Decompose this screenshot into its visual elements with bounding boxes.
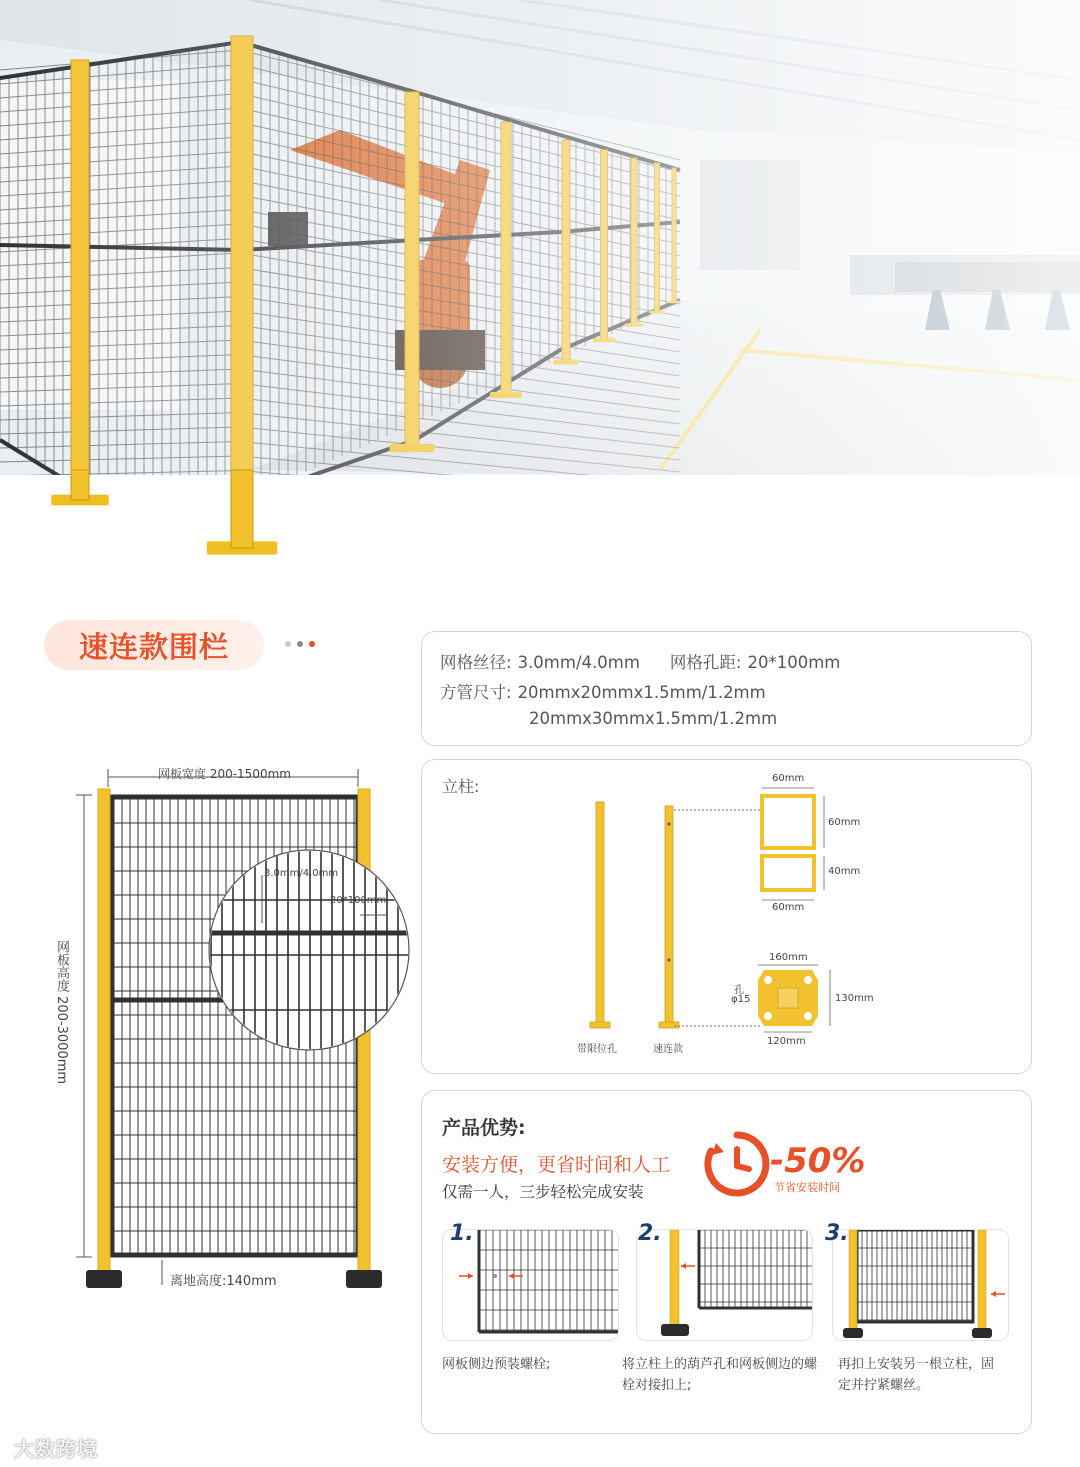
clock-icon: [702, 1129, 772, 1199]
base-bottom-dim: 120mm: [767, 1036, 806, 1047]
advantages-card: [421, 1090, 1032, 1434]
spec-row-1: [440, 650, 1013, 676]
carousel-dots: [285, 641, 315, 647]
square-right-dim: 60mm: [828, 817, 861, 828]
spec-row-2: [440, 680, 1013, 706]
posts-heading: 立柱:: [442, 777, 480, 796]
step-1-number: 1.: [450, 1221, 474, 1246]
post-a-label: 带限位孔: [577, 1044, 617, 1055]
post-b-label: 速连款: [653, 1044, 683, 1055]
rect-bottom-dim: 60mm: [772, 902, 805, 913]
advantages-subline: 仅需一人，三步轻松完成安装: [442, 1183, 644, 1201]
hole-size: φ15: [731, 994, 751, 1005]
dot-2: [297, 641, 303, 647]
step-2-text: 将立柱上的葫芦孔和网板侧边的螺栓对接扣上;: [622, 1357, 818, 1393]
hero-photo: [0, 0, 1080, 560]
wire-callout: 3.0mm/4.0mm: [264, 868, 339, 879]
hole-label: 孔: [734, 985, 744, 996]
wire-diameter-label: 网格丝径:: [440, 653, 512, 672]
panel-height-label: 网板高度 200-3000mm: [54, 940, 69, 1085]
advantages-headline: 安装方便，更省时间和人工: [442, 1154, 671, 1176]
mesh-pitch-label: 网格孔距:: [669, 653, 742, 672]
product-title-pill: [44, 620, 264, 670]
base-right-dim: 130mm: [835, 993, 874, 1004]
panel-width-label: 网板宽度 200-1500mm: [158, 767, 291, 781]
step-3-image: [832, 1229, 1009, 1341]
spec-row-3: [440, 706, 1013, 732]
ground-height-label: 离地高度:140mm: [170, 1274, 277, 1289]
square-top-dim: 60mm: [772, 773, 805, 784]
dot-1: [285, 641, 291, 647]
pitch-callout: 20*100mm: [330, 895, 387, 906]
tube-value-1: 20mmx20mmx1.5mm/1.2mm: [517, 683, 766, 702]
dot-3-active: [309, 641, 315, 647]
step-3-text: 再扣上安装另一根立柱，固定并拧紧螺丝。: [838, 1357, 995, 1393]
step-2-image: [636, 1229, 813, 1341]
base-top-dim: 160mm: [769, 952, 808, 963]
product-title: 速连款围栏: [78, 629, 229, 664]
step-3-number: 3.: [825, 1221, 849, 1246]
tube-label: 方管尺寸:: [440, 683, 512, 702]
spec-card: [421, 631, 1032, 746]
wire-diameter-value: 3.0mm/4.0mm: [517, 653, 640, 672]
step-2-number: 2.: [638, 1221, 662, 1246]
rect-right-dim: 40mm: [828, 866, 861, 877]
panel-diagram: [40, 755, 410, 1305]
advantages-heading: 产品优势:: [442, 1117, 526, 1139]
time-saving-percent: -50%: [770, 1141, 866, 1181]
watermark: 大数跨境: [14, 1437, 98, 1461]
tube-value-2: 20mmx30mmx1.5mm/1.2mm: [529, 709, 778, 728]
step-1-text: 网板侧边预装螺栓;: [442, 1357, 551, 1372]
mesh-pitch-value: 20*100mm: [747, 653, 841, 672]
posts-card: [421, 759, 1032, 1074]
time-saving-caption: 节省安装时间: [774, 1181, 840, 1194]
